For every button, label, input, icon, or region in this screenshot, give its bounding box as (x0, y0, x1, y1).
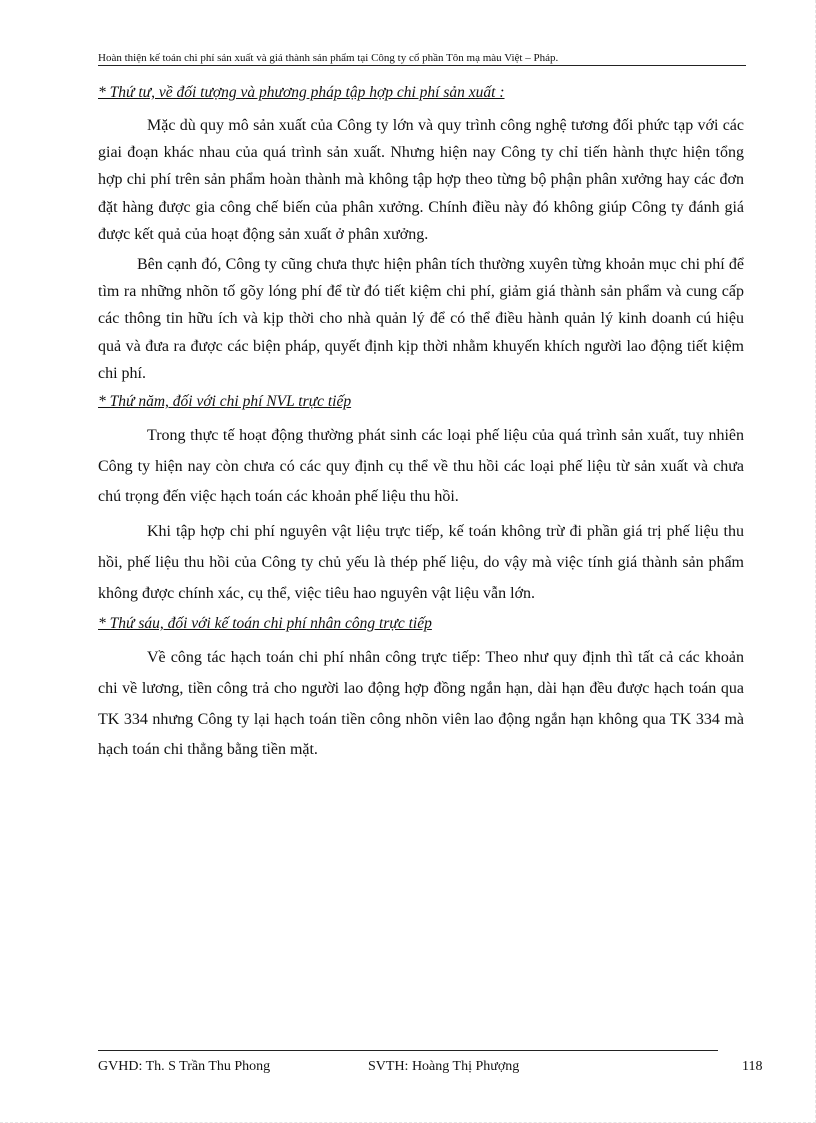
footer-student: SVTH: Hoàng Thị Phượng (368, 1059, 520, 1074)
document-body (98, 80, 744, 766)
paragraph: Khi tập hợp chi phí nguyên vật liệu trực tiếp, kế toán không trừ đi phần giá trị phế liệu thu hồi, phế liệu thu hồi của Công ty chủ yếu là thép phế liệu, do vậy mà việc tính giá thành sản phẩm không được chính xác, cụ thể, việc tiêu hao nguyên vật liệu vẫn lớn. (98, 523, 744, 602)
paragraph: Trong thực tế hoạt động thường phát sinh các loại phế liệu của quá trình sản xuất, tuy nhiên Công ty hiện nay còn chưa có các quy định cụ thể về thu hồi các loại phế liệu từ sản xuất và chưa chú trọng đến việc hạch toán các khoản phế liệu thu hồi. (98, 427, 744, 506)
section-heading-5: * Thứ năm, đối với chi phí NVL trực tiếp (98, 393, 352, 411)
section-heading-6: * Thứ sáu, đối với kế toán chi phí nhân công trực tiếp (98, 615, 432, 633)
section-heading-4: * Thứ tư, về đối tượng và phương pháp tập hợp chi phí sản xuất : (98, 84, 505, 101)
page-number: 118 (742, 1059, 763, 1074)
paragraph: Mặc dù quy mô sản xuất của Công ty lớn và quy trình công nghệ tương đối phức tạp với các giai đoạn khác nhau của quá trình sản xuất. Nhưng hiện nay Công ty chỉ tiến hành thực hiện tổng hợp chi phí trên sản phẩm hoàn thành mà không tập hợp theo từng bộ phận phân xưởng hay các đơn đặt hàng được gia công chế biến của phân xưởng. Chính điều này đó không giúp Công ty đánh giá được kết quả của hoạt động sản xuất ở phân xưởng. (98, 117, 744, 243)
running-header: Hoàn thiện kế toán chi phí sản xuất và giá thành sản phẩm tại Công ty cổ phần Tôn mạ màu Việt – Pháp. (98, 52, 746, 66)
footer-supervisor: GVHD: Th. S Trần Thu Phong (98, 1059, 271, 1074)
footer-divider (98, 1050, 718, 1051)
paragraph: Bên cạnh đó, Công ty cũng chưa thực hiện phân tích thường xuyên từng khoản mục chi phí để tìm ra những nhõn tố gõy lóng phí để từ đó tiết kiệm chi phí, giảm giá thành sản phẩm và cung cấp các thông tin hữu ích và kịp thời cho nhà quản lý để có thể điều hành quản lý kinh doanh cú hiệu quả và đưa ra được các biện pháp, quyết định kịp thời nhằm khuyến khích người lao động tiết kiệm chi phí. (98, 256, 744, 382)
paragraph: Về công tác hạch toán chi phí nhân công trực tiếp: Theo như quy định thì tất cả các khoản chi về lương, tiền công trả cho người lao động hợp đồng ngắn hạn, dài hạn đều được hạch toán qua TK 334 nhưng Công ty lại hạch toán tiền công nhõn viên lao động ngắn hạn không qua TK 334 mà hạch toán chi thẳng bằng tiền mặt. (98, 649, 744, 759)
